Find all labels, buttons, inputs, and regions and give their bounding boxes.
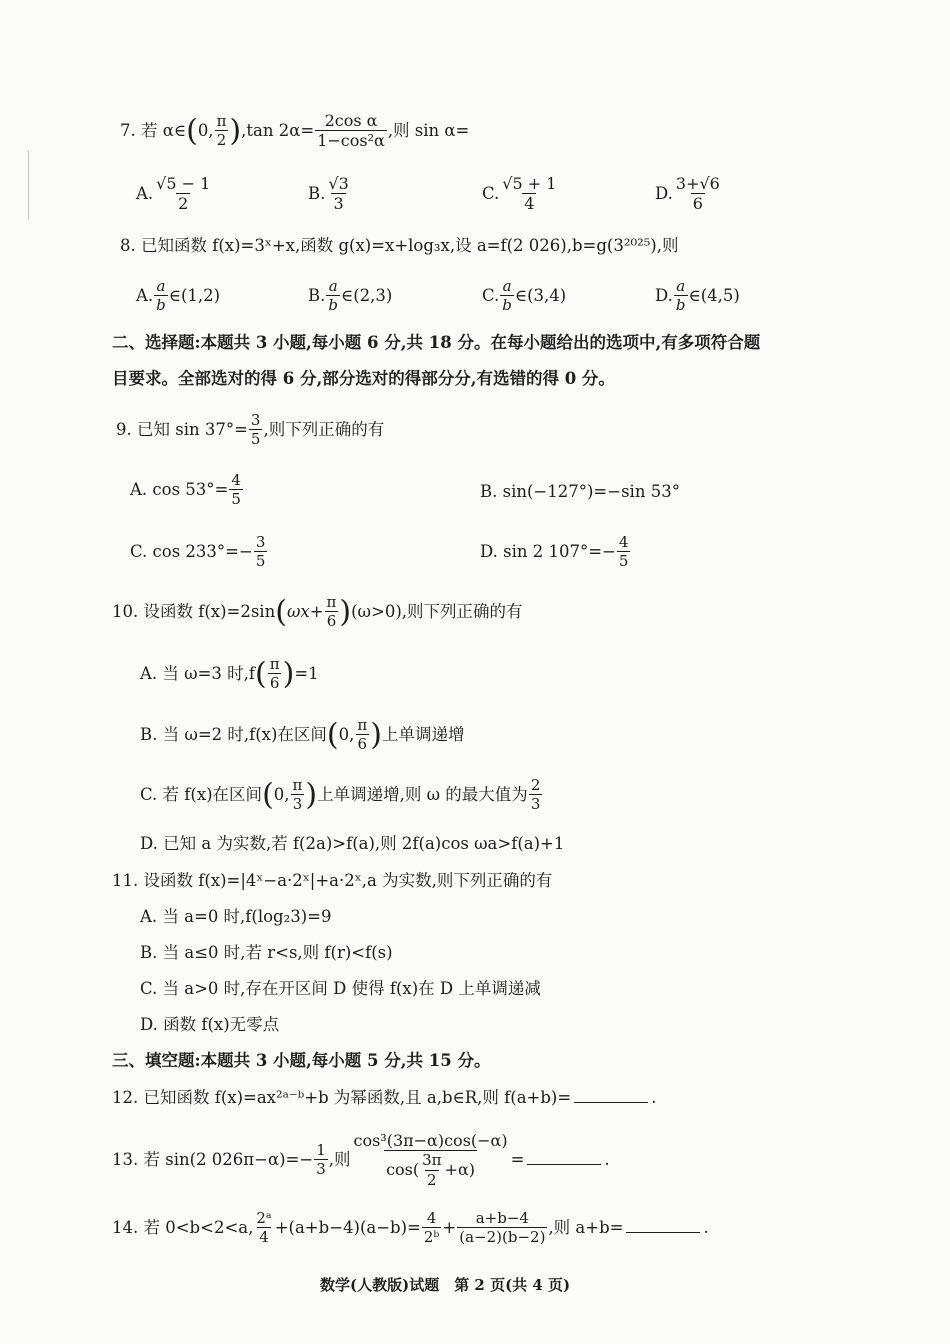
question-7-option-d: D. $\frac{3+√6}{6}$ [655,174,720,214]
question-7-option-b: B. $\frac{√3}{3}$ [308,174,349,214]
question-11-option-a: A. 当 a=0 时,f(log₂3)=9 [140,907,332,926]
question-11-option-b: B. 当 a≤0 时,若 r<s,则 f(r)<f(s) [140,943,393,962]
answer-blank-13[interactable] [527,1164,601,1165]
scan-edge-mark [28,150,29,220]
question-10-option-d: D. 已知 a 为实数,若 f(2a)>f(a),则 2f(a)cos ωa>f(a)+1 [140,834,565,853]
section-2-heading-line1: 二、选择题:本题共 3 小题,每小题 6 分,共 18 分。在每小题给出的选项中,有多项符合题 [112,333,761,352]
question-10-option-c: C. 若 f(x)在区间(0, $\frac{\pi}{3}$ )上单调递增,则 ω 的最大值为 $\frac{2}{3}$ [140,776,541,814]
question-7-stem: 7. 若 α∈(0, $\frac{\pi}{2}$ ),tan 2α= $\frac{\text{2cos α}}{\text{1−cos²α}}$ ,则 sin α= [120,111,470,151]
page-footer: 数学(人教版)试题 第 2 页(共 4 页) [320,1276,571,1294]
question-11-stem: 11. 设函数 f(x)=|4ˣ−a·2ˣ|+a·2ˣ,a 为实数,则下列正确的有 [112,871,553,890]
question-9-stem: 9. 已知 sin 37°= $\frac{3}{5}$ ,则下列正确的有 [116,411,385,449]
question-7-option-c: C. $\frac{√5 + 1}{4}$ [482,174,557,214]
question-11-option-d: D. 函数 f(x)无零点 [140,1015,280,1034]
question-10-option-b: B. 当 ω=2 时,f(x)在区间(0, $\frac{\pi}{6}$ )上单调递增 [140,716,465,754]
question-7-option-a: A. $\frac{√5 - 1}{2}$ [136,174,211,214]
question-10-stem: 10. 设函数 f(x)=2sin(ωx+ $\frac{\pi}{6}$ )(ω>0),则下列正确的有 [112,593,523,631]
question-13-stem: 13. 若 sin(2 026π−α)=− $\frac{1}{3}$ ,则 cos³(3π−α)cos(−α) cos( $\frac{3\pi}{2}$ +α) = . [112,1131,610,1189]
question-9-option-d: D. sin 2 107°=− $\frac{4}{5}$ [480,533,629,571]
question-8-option-b: B. $\frac{a}{b}$ ∈(2,3) [308,277,393,315]
question-8-option-c: C. $\frac{a}{b}$ ∈(3,4) [482,277,567,315]
question-8-option-d: D. $\frac{a}{b}$ ∈(4,5) [655,277,740,315]
question-10-option-a: A. 当 ω=3 时,f( $\frac{\pi}{6}$ )=1 [140,655,319,693]
question-9-option-b: B. sin(−127°)=−sin 53° [480,482,680,501]
section-2-heading-line2: 目要求。全部选对的得 6 分,部分选对的得部分分,有选错的得 0 分。 [112,369,615,388]
answer-blank-14[interactable] [626,1232,700,1233]
question-9-option-a: A. cos 53°= $\frac{4}{5}$ [130,471,241,509]
question-8-option-a: A. $\frac{a}{b}$ ∈(1,2) [136,277,221,315]
answer-blank-12[interactable] [574,1102,648,1103]
question-14-stem: 14. 若 0<b<2<a, $\frac{\text{2ᵃ}}{4}$ +(a+b−4)(a−b)= $\frac{4}{\text{2ᵇ}}$ + $\frac{a+b-4}{(a-2)(b-2)}$ ,则 a+b= . [112,1209,709,1247]
section-3-heading: 三、填空题:本题共 3 小题,每小题 5 分,共 15 分。 [112,1051,491,1070]
question-8-stem: 8. 已知函数 f(x)=3ˣ+x,函数 g(x)=x+log₃x,设 a=f(2 026),b=g(3²⁰²⁵),则 [120,236,679,255]
question-11-option-c: C. 当 a>0 时,存在开区间 D 使得 f(x)在 D 上单调递减 [140,979,541,998]
question-12-stem: 12. 已知函数 f(x)=ax²ᵃ⁻ᵇ+b 为幂函数,且 a,b∈R,则 f(a+b)= . [112,1088,657,1107]
question-9-option-c: C. cos 233°=− $\frac{3}{5}$ [130,533,266,571]
